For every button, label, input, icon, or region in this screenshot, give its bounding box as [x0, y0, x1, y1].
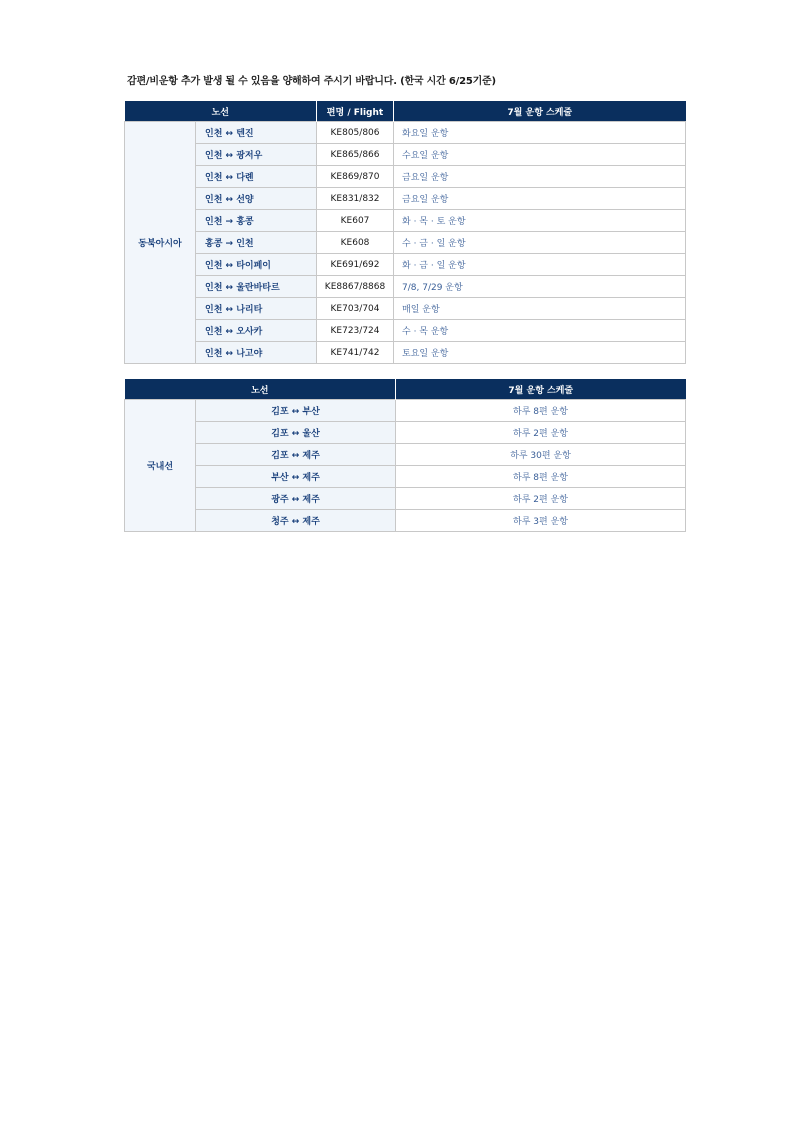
schedule-cell: 금요일 운항: [394, 188, 686, 210]
flight-cell: KE865/866: [317, 144, 394, 166]
table-row: [125, 400, 686, 422]
table-row: [125, 510, 686, 532]
flight-cell: KE723/724: [317, 320, 394, 342]
schedule-cell: 수 · 목 운항: [394, 320, 686, 342]
schedule-cell: 수 · 금 · 일 운항: [394, 232, 686, 254]
header-flight: 편명 / Flight: [317, 101, 394, 122]
flight-cell: KE607: [317, 210, 394, 232]
table-row: [125, 298, 686, 320]
flight-cell: KE608: [317, 232, 394, 254]
flight-cell: KE691/692: [317, 254, 394, 276]
table-row: [125, 122, 686, 144]
international-schedule-table: [124, 101, 686, 364]
route-cell: 인천 ↔ 텐진: [196, 122, 317, 144]
table-header-row: [125, 379, 686, 400]
route-cell: 인천 ↔ 오사카: [196, 320, 317, 342]
route-cell: 김포 ↔ 부산: [196, 400, 396, 422]
schedule-cell: 하루 8편 운항: [396, 466, 686, 488]
route-cell: 부산 ↔ 제주: [196, 466, 396, 488]
schedule-cell: 화요일 운항: [394, 122, 686, 144]
region-cell: 동북아시아: [125, 122, 196, 364]
domestic-schedule-table: [124, 379, 686, 532]
flight-cell: KE831/832: [317, 188, 394, 210]
schedule-cell: 하루 3편 운항: [396, 510, 686, 532]
table-row: [125, 254, 686, 276]
schedule-cell: 화 · 목 · 토 운항: [394, 210, 686, 232]
table-row: [125, 422, 686, 444]
table-row: [125, 144, 686, 166]
schedule-cell: 하루 8편 운항: [396, 400, 686, 422]
route-cell: 인천 ↔ 나리타: [196, 298, 317, 320]
route-cell: 김포 ↔ 울산: [196, 422, 396, 444]
route-cell: 청주 ↔ 제주: [196, 510, 396, 532]
schedule-cell: 7/8, 7/29 운항: [394, 276, 686, 298]
route-cell: 인천 ↔ 선양: [196, 188, 317, 210]
header-route: 노선: [125, 379, 396, 400]
schedule-cell: 하루 2편 운항: [396, 488, 686, 510]
route-cell: 인천 ↔ 광저우: [196, 144, 317, 166]
schedule-cell: 금요일 운항: [394, 166, 686, 188]
schedule-cell: 화 · 금 · 일 운항: [394, 254, 686, 276]
schedule-cell: 수요일 운항: [394, 144, 686, 166]
header-schedule: 7월 운항 스케줄: [396, 379, 686, 400]
table-row: [125, 466, 686, 488]
notice-text: 감편/비운항 추가 발생 될 수 있음을 양해하여 주시기 바랍니다. (한국 시간 6/25기준): [127, 76, 496, 87]
schedule-cell: 하루 2편 운항: [396, 422, 686, 444]
table-row: [125, 488, 686, 510]
table-row: [125, 276, 686, 298]
table-row: [125, 166, 686, 188]
flight-cell: KE703/704: [317, 298, 394, 320]
header-schedule: 7월 운항 스케줄: [394, 101, 686, 122]
route-cell: 김포 ↔ 제주: [196, 444, 396, 466]
schedule-cell: 매일 운항: [394, 298, 686, 320]
route-cell: 인천 ↔ 나고야: [196, 342, 317, 364]
table-row: [125, 342, 686, 364]
flight-cell: KE869/870: [317, 166, 394, 188]
table-row: [125, 320, 686, 342]
route-cell: 인천 → 홍콩: [196, 210, 317, 232]
region-cell: 국내선: [125, 400, 196, 532]
table-row: [125, 232, 686, 254]
table-row: [125, 444, 686, 466]
table-header-row: [125, 101, 686, 122]
route-cell: 인천 ↔ 울란바타르: [196, 276, 317, 298]
schedule-cell: 하루 30편 운항: [396, 444, 686, 466]
flight-cell: KE8867/8868: [317, 276, 394, 298]
header-route: 노선: [125, 101, 317, 122]
flight-cell: KE805/806: [317, 122, 394, 144]
route-cell: 홍콩 → 인천: [196, 232, 317, 254]
table-row: [125, 188, 686, 210]
schedule-cell: 토요일 운항: [394, 342, 686, 364]
route-cell: 인천 ↔ 다롄: [196, 166, 317, 188]
table-row: [125, 210, 686, 232]
route-cell: 인천 ↔ 타이페이: [196, 254, 317, 276]
flight-cell: KE741/742: [317, 342, 394, 364]
route-cell: 광주 ↔ 제주: [196, 488, 396, 510]
